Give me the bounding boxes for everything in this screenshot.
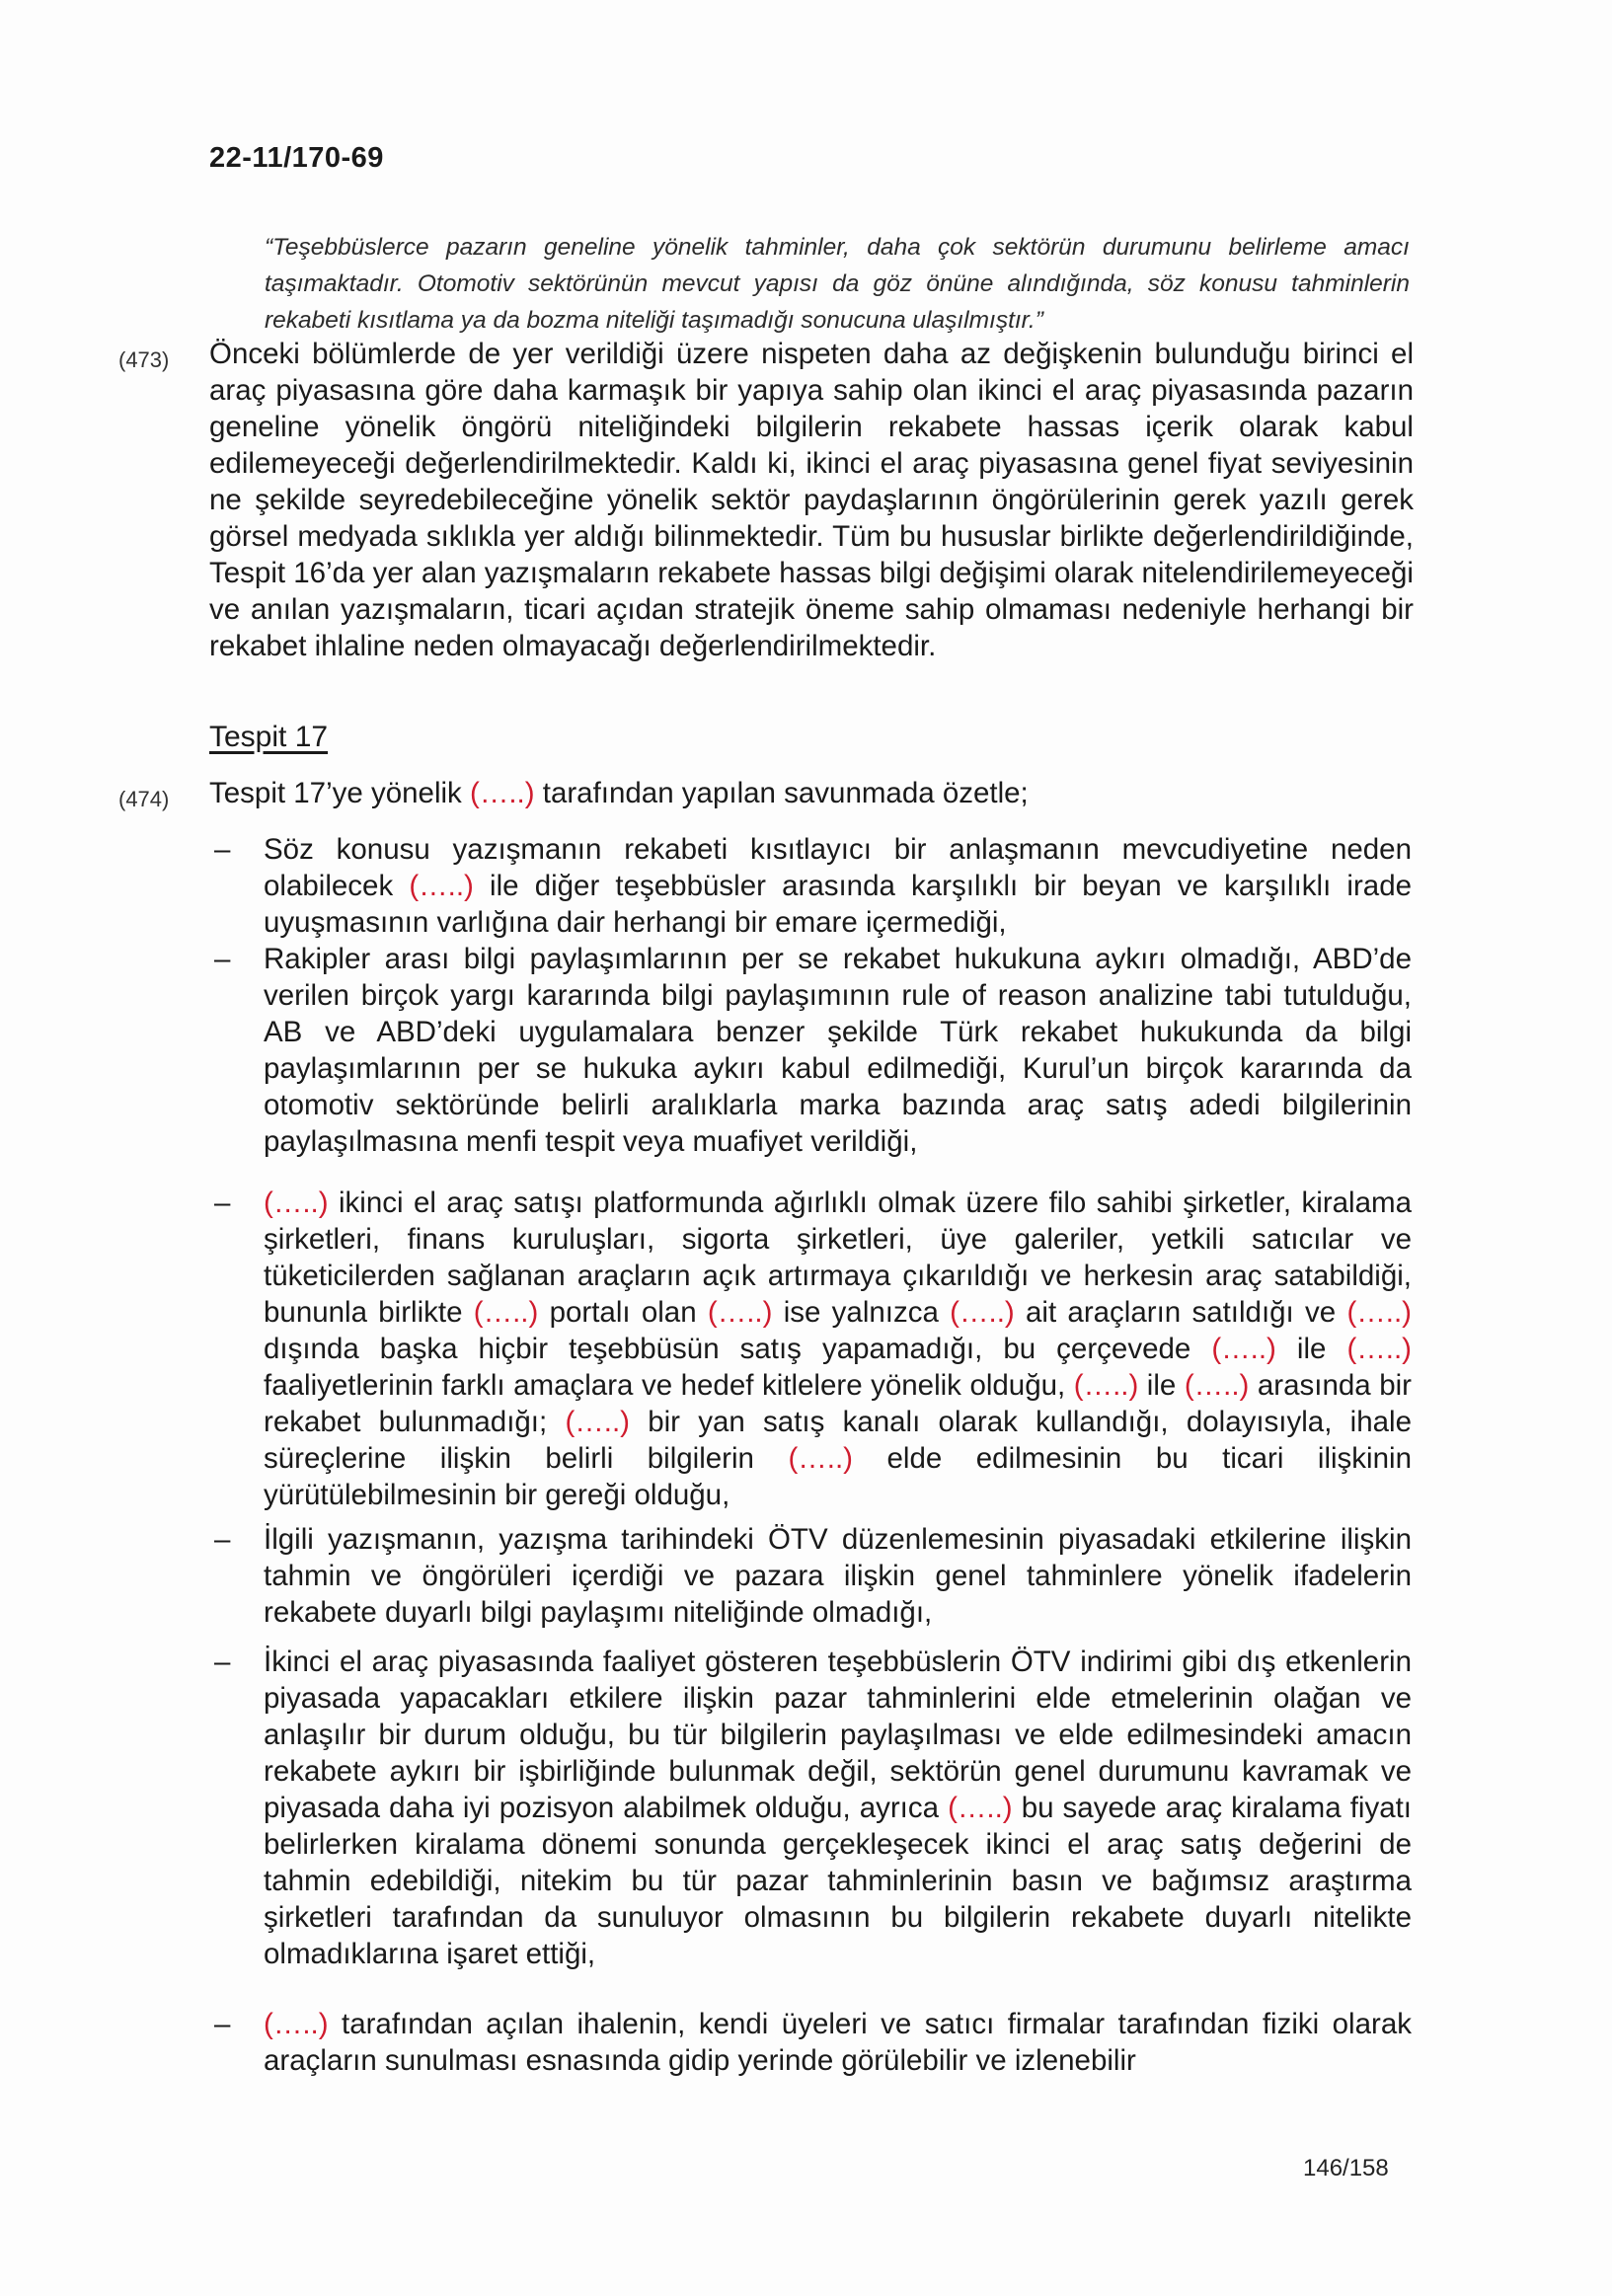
- redaction-mark: (…..): [1073, 1369, 1139, 1402]
- bullet-item: [214, 2006, 1412, 2079]
- document-number: 22-11/170-69: [209, 142, 384, 174]
- paragraph-number: (474): [118, 787, 170, 811]
- redaction-mark: (…..): [950, 1296, 1015, 1329]
- paragraph-text: tarafından yapılan savunmada özetle;: [534, 777, 1029, 809]
- paragraph-text: Tespit 17’ye yönelik: [209, 777, 471, 809]
- paragraph-474: [118, 775, 1414, 811]
- bullet-text: faaliyetlerinin farklı amaçlara ve hedef kitlelere yönelik olduğu,: [264, 1369, 1074, 1402]
- bullet-text: elde edilmesinin bu ticari ilişkinin yürütülebilmesinin bir gereği olduğu,: [264, 1442, 1412, 1511]
- bullet-text: tarafından açılan ihalenin, kendi üyeleri ve satıcı firmalar tarafından fiziki olarak araçların sunulması esnasında gidip yerinde görülebilir ve izlenebilir: [264, 2008, 1412, 2077]
- bullet-text: portalı olan: [538, 1296, 708, 1329]
- bullet-text: arasında bir rekabet bulunmadığı;: [264, 1369, 1412, 1438]
- dash-marker: –: [214, 1186, 231, 1219]
- dash-marker: –: [214, 1645, 231, 1678]
- bullet-text: Rakipler arası bilgi paylaşımlarının per se rekabet hukukuna aykırı olmadığı, ABD’de verilen birçok yargı kararında bilgi paylaşımının rule of reason analizine tabi tutulduğu, AB ve ABD’deki uygulamalara benzer şekilde Türk rekabet hukukunda da bilgi paylaşımlarının per se hukuka aykırı kabul edilmediği, Kurul’un birçok kararında da otomotiv sektöründe belirli aralıklarla marka bazında araç satış adedi bilgilerinin paylaşılmasına menfi tespit veya muafiyet verildiği,: [264, 943, 1412, 1158]
- bullet-text: ise yalnızca: [772, 1296, 951, 1329]
- dash-marker: –: [214, 833, 231, 866]
- section-heading: Tespit 17: [209, 721, 329, 753]
- bullet-text: bir yan satış kanalı olarak kullandığı, dolayısıyla, ihale süreçlerine ilişkin belirli bilgilerin: [264, 1406, 1412, 1475]
- page-number: 146/158: [1303, 2155, 1389, 2181]
- bullet-text: bu sayede araç kiralama fiyatı belirlerken kiralama dönemi sonunda gerçekleşecek ikinci el araç satış değerini de tahmin edebildiği, nitekim bu tür pazar tahminlerinin basın ve bağımsız araştırma şirketleri tarafından da sunuluyor olmasının bu bilgilerin rekabete duyarlı nitelikte olmadıklarına işaret ettiği,: [264, 1792, 1412, 1970]
- bullet-text: ile: [1138, 1369, 1185, 1402]
- bullet-item: [214, 1185, 1412, 1513]
- redaction-mark: (…..): [1346, 1333, 1412, 1365]
- paragraph-text: Önceki bölümlerde de yer verildiği üzere nispeten daha az değişkenin bulunduğu birinci el araç piyasasına göre daha karmaşık bir yapıya sahip olan ikinci el araç piyasasında pazarın geneline yönelik öngörü niteliğindeki bilgilerin rekabete hassas içerik olarak kabul edilemeyeceği değerlendirilmektedir. Kaldı ki, ikinci el araç piyasasına genel fiyat seviyesinin ne şekilde seyredebileceğine yönelik sektör paydaşlarının öngörülerinin gerek yazılı gerek görsel medyada sıklıkla yer aldığı bilinmektedir. Tüm bu hususlar birlikte değerlendirildiğinde, Tespit 16’da yer alan yazışmaların rekabete hassas bilgi değişimi olarak nitelendirilemeyeceği ve anılan yazışmaların, ticari açıdan stratejik öneme sahip olmaması nedeniyle herhangi bir rekabet ihlaline neden olmayacağı değerlendirilmektedir.: [209, 338, 1414, 662]
- redaction-mark: (…..): [788, 1442, 853, 1475]
- bullet-text: İkinci el araç piyasasında faaliyet gösteren teşebbüslerin ÖTV indirimi gibi dış etkenlerin piyasada yapacakları etkilere ilişkin pazar tahminlerini elde etmelerinin olağan ve anlaşılır bir durum olduğu, bu tür bilgilerin paylaşılması ve elde edilmesindeki amacın rekabete aykırı bir işbirliğinde bulunmak değil, sektörün genel durumunu kavramak ve piyasada daha iyi pozisyon alabilmek olduğu, ayrıca: [264, 1645, 1412, 1824]
- bullet-text: ikinci el araç satışı platformunda ağırlıklı olmak üzere filo sahibi şirketler, kiralama şirketleri, finans kuruluşları, sigorta şirketleri, üye galeriler, yetkili satıcılar ve tüketicilerden sağlanan araçların açık artırmaya çıkarıldığı ve herkesin araç satabildiği, bununla birlikte: [264, 1186, 1412, 1329]
- bullet-text: ait araçların satıldığı ve: [1014, 1296, 1347, 1329]
- bullet-text: Söz konusu yazışmanın rekabeti kısıtlayıcı bir anlaşmanın mevcudiyetine neden olabilecek: [264, 833, 1412, 902]
- redaction-mark: (…..): [264, 1186, 329, 1219]
- dash-marker: –: [214, 1523, 231, 1556]
- paragraph-473: [118, 336, 1414, 664]
- redaction-mark: (…..): [409, 870, 474, 902]
- redaction-mark: (…..): [1211, 1333, 1276, 1365]
- bullet-item: [214, 831, 1413, 941]
- bullet-text: İlgili yazışmanın, yazışma tarihindeki ÖTV düzenlemesinin piyasadaki etkilerine ilişkin tahmin ve öngörüleri içerdiği ve pazara ilişkin genel tahminlere yönelik ifadelerin rekabete duyarlı bilgi paylaşımı niteliğinde olmadığı,: [264, 1523, 1412, 1629]
- redaction-mark: (…..): [264, 2008, 329, 2040]
- bullet-text: ile diğer teşebbüsler arasında karşılıklı bir beyan ve karşılıklı irade uyuşmasının varlığına dair herhangi bir emare içermediği,: [264, 870, 1413, 939]
- bullet-text: dışında başka hiçbir teşebbüsün satış yapamadığı, bu çerçevede: [264, 1333, 1212, 1365]
- bullet-text: ile: [1275, 1333, 1347, 1365]
- bullet-item: [214, 1644, 1412, 1972]
- redaction-mark: (…..): [470, 777, 535, 809]
- redaction-mark: (…..): [1184, 1369, 1250, 1402]
- paragraph-number: (473): [118, 347, 170, 372]
- redaction-mark: (…..): [473, 1296, 539, 1329]
- quoted-text: “Teşebbüslerce pazarın geneline yönelik tahminler, daha çok sektörün durumunu belirleme amacı taşımaktadır. Otomotiv sektörünün mevcut yapısı da göz önüne alındığında, söz konusu tahminlerin rekabeti kısıtlama ya da bozma niteliği taşımadığı sonucuna ulaşılmıştır.”: [265, 234, 1410, 334]
- redaction-mark: (…..): [948, 1792, 1013, 1824]
- dash-marker: –: [214, 943, 231, 975]
- bullet-item: [214, 1521, 1412, 1631]
- redaction-mark: (…..): [707, 1296, 773, 1329]
- bullet-item: [214, 941, 1412, 1160]
- dash-marker: –: [214, 2008, 231, 2040]
- redaction-mark: (…..): [1346, 1296, 1412, 1329]
- redaction-mark: (…..): [565, 1406, 630, 1438]
